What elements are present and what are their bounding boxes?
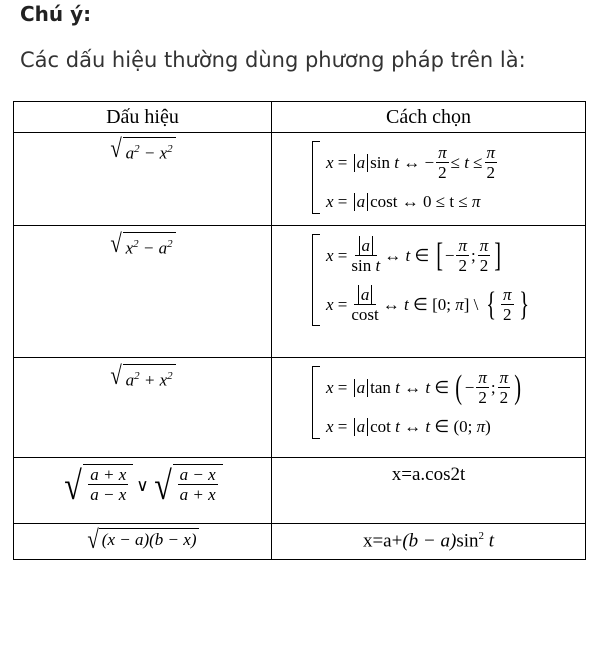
sign-cell bbox=[14, 226, 272, 358]
sign-formula-5: √ (x − a)(b − x) bbox=[14, 528, 271, 553]
choice-formula-5: $x=a+(b - a)\sin^2$ t bbox=[362, 530, 495, 552]
table-row bbox=[14, 133, 586, 226]
choice-system-1: x = a sin t ↔ − $\frac{\pi}{2}$ ≤ t ≤ $\frac{\pi}{2}$ x = a cost ↔ 0 ≤ t ≤ π bbox=[312, 141, 499, 214]
table-row bbox=[14, 226, 586, 358]
sign-cell bbox=[14, 133, 272, 226]
table-row bbox=[14, 358, 586, 458]
header-choice: Cách chọn bbox=[272, 102, 586, 133]
choice-cell bbox=[272, 133, 586, 226]
sign-formula-3: √ $a^2 + x^2$ bbox=[14, 364, 271, 392]
table-row bbox=[14, 524, 586, 560]
choice-cell bbox=[272, 226, 586, 358]
note-title: Chú ý: bbox=[20, 2, 92, 26]
sign-cell bbox=[14, 358, 272, 458]
sign-formula-4: √ $\frac{a + x}{a - x}$ ∨ √ $\frac{a - x}{a + x}$ bbox=[62, 464, 222, 508]
table-header-row bbox=[14, 102, 586, 133]
choice-formula-4: x=a.cos2t bbox=[391, 464, 466, 485]
choice-system-2: x = $\frac{a}{\text{sin t}}$ ↔ t ∈ [ − $\frac{\pi}{2}$ ; $\frac{\pi}{2}$ ] x = $\frac{a}{\cos t}$ ↔ t ∈ [0; π ] \ { $\frac{\pi}{2}$ } bbox=[312, 234, 532, 326]
choice-cell bbox=[272, 358, 586, 458]
intro-text: Các dấu hiệu thường dùng phương pháp trên là: bbox=[20, 48, 526, 72]
choice-system-3: x = a tan t ↔ t ∈ ( − $\frac{\pi}{2}$ ; $\frac{\pi}{2}$ ) x = a cot t ↔ t ∈ (0; π ) bbox=[312, 366, 524, 439]
choice-cell bbox=[272, 458, 586, 524]
header-sign: Dấu hiệu bbox=[14, 102, 272, 133]
sign-cell bbox=[14, 524, 272, 560]
sign-formula-1: √ $a^2 - x^2$ bbox=[14, 137, 271, 165]
choice-cell bbox=[272, 524, 586, 560]
sign-cell bbox=[14, 458, 272, 524]
sign-formula-2: √ $x^2 - a^2$ bbox=[14, 232, 271, 260]
method-table bbox=[13, 101, 586, 560]
table-row bbox=[14, 458, 586, 524]
